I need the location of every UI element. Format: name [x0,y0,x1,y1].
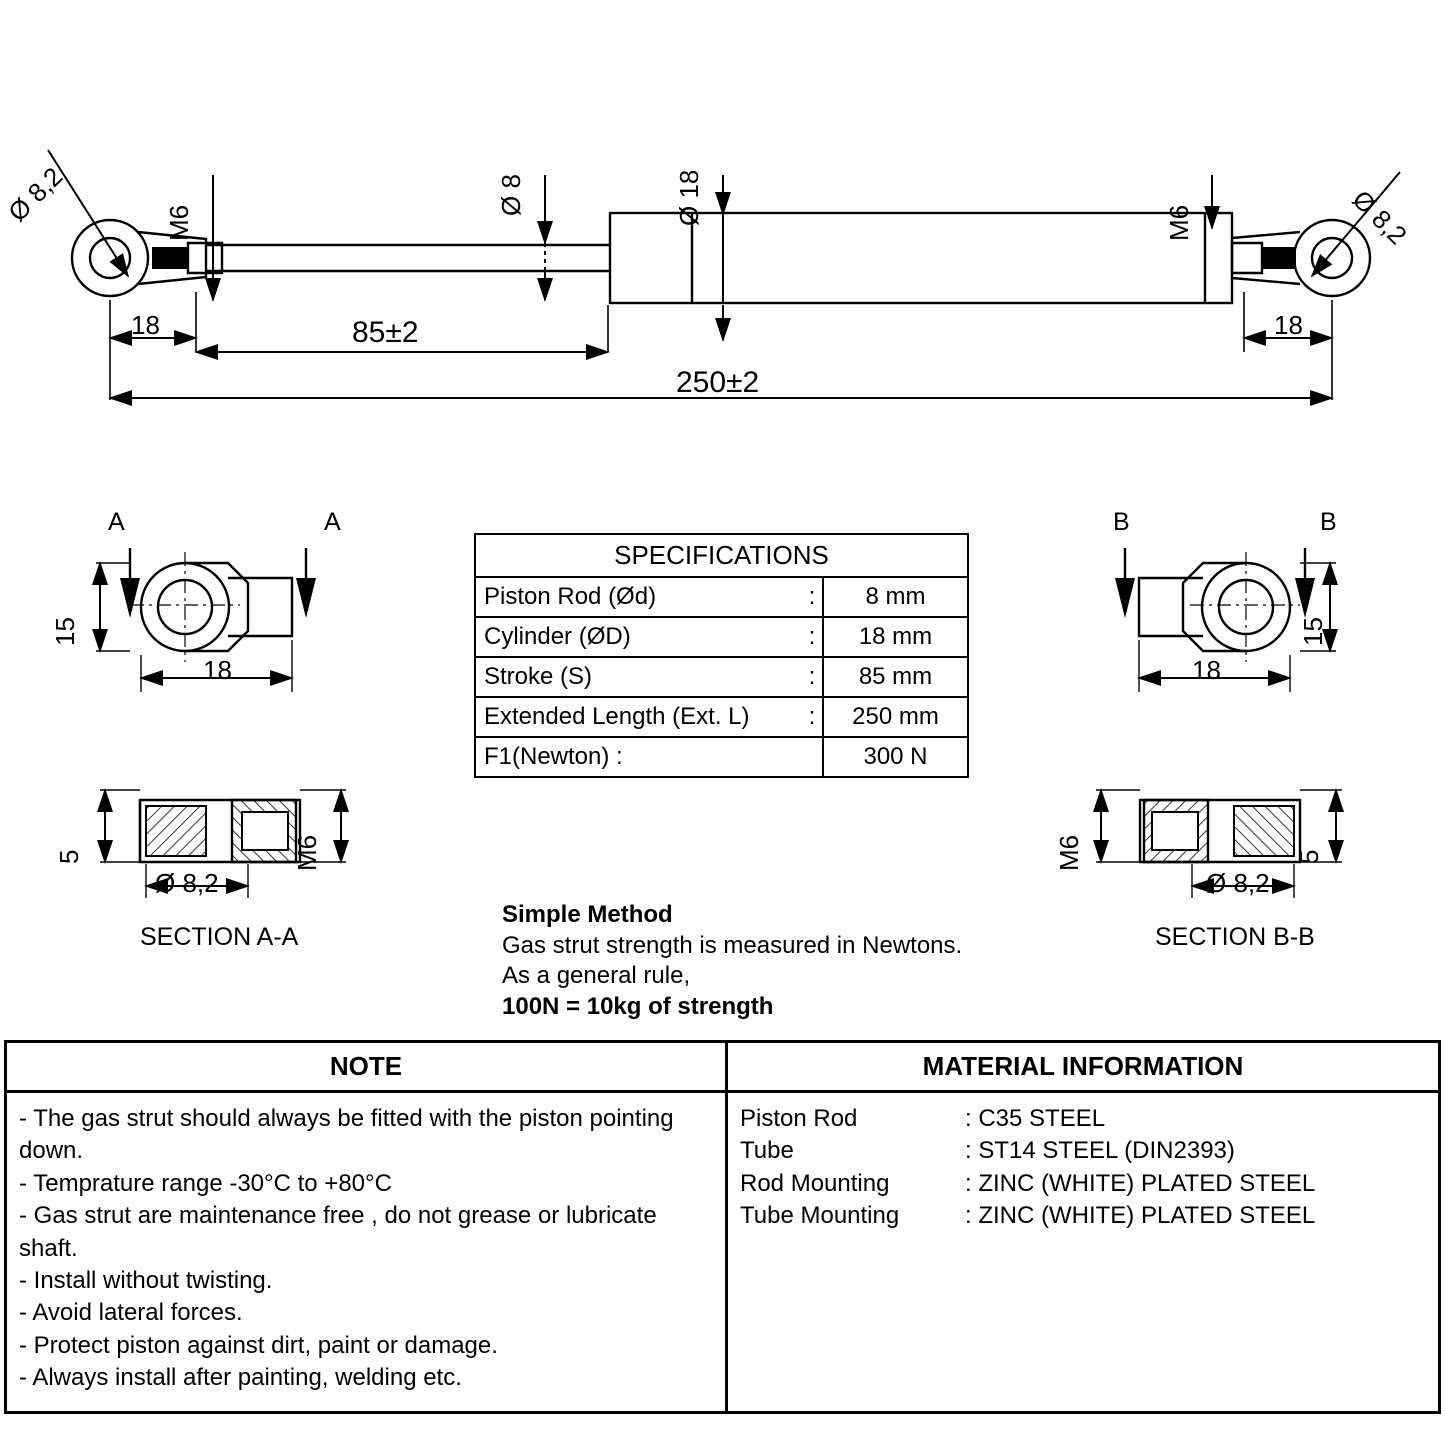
table-row [475,697,968,737]
note-item: - Temprature range -30°C to +80°C [19,1169,392,1197]
material-header: MATERIAL INFORMATION [727,1042,1440,1092]
material-spec: : C35 STEEL [965,1105,1106,1132]
dim-stroke: 85±2 [352,316,419,349]
material-item [740,1200,1426,1232]
material-item [740,1135,1426,1167]
dim-thread-left: M6 [164,204,194,241]
dim-thread-right: M6 [1164,204,1194,241]
section-b-title: SECTION B-B [1155,923,1315,951]
dim-section-b-width: 18 [1192,655,1221,685]
dim-extended-length: 250±2 [676,366,760,399]
dim-section-a-height: 15 [50,617,80,646]
table-row [475,577,968,617]
specifications-title: SPECIFICATIONS [475,534,968,577]
table-row [475,657,968,697]
dim-section-b-hole: Ø 8,2 [1206,868,1270,898]
dim-section-a-hole: Ø 8,2 [155,868,219,898]
spec-sep: : [802,657,823,697]
spec-key: Stroke (S) [475,657,802,697]
spec-key: Piston Rod (Ød) [475,577,802,617]
dim-eye-left: 18 [131,310,160,340]
spec-value: 250 mm [823,697,968,737]
material-spec: : ZINC (WHITE) PLATED STEEL [965,1169,1316,1197]
dim-piston-rod-dia: Ø 8 [496,174,526,216]
spec-value: 300 N [823,737,968,777]
simple-method-line-1: Gas strut strength is measured in Newtons. [502,931,963,959]
table-row [475,617,968,657]
dim-section-a-thickness: 5 [54,849,84,864]
note-item: - Protect piston against dirt, paint or damage. [19,1331,498,1359]
spec-sep [802,737,823,777]
dim-section-b-thickness: 5 [1294,849,1324,864]
note-list [6,1092,727,1413]
section-a-title: SECTION A-A [140,923,299,951]
spec-value: 8 mm [823,577,968,617]
spec-value: 85 mm [823,657,968,697]
dim-cylinder-dia: Ø 18 [674,169,704,226]
dim-section-b-thread: M6 [1054,834,1084,871]
spec-value: 18 mm [823,617,968,657]
simple-method-title: Simple Method [502,901,673,928]
section-cut-label-a-left: A [108,508,125,536]
note-item: - The gas strut should always be fitted with the piston pointing down. [19,1105,674,1165]
material-item [740,1168,1426,1200]
material-spec: : ST14 STEEL (DIN2393) [965,1137,1235,1165]
material-spec: : ZINC (WHITE) PLATED STEEL [965,1202,1316,1230]
dim-section-b-height: 15 [1298,617,1328,646]
spec-sep: : [802,697,823,737]
material-item [740,1103,1426,1135]
material-part: Tube Mounting [740,1202,900,1230]
section-cut-label-b-right: B [1320,508,1337,536]
dim-eye-right: 18 [1274,310,1303,340]
note-item: - Gas strut are maintenance free , do not grease or lubricate shaft. [19,1202,657,1262]
section-cut-label-b-left: B [1113,508,1130,536]
spec-key: F1(Newton) : [475,737,802,777]
note-header: NOTE [6,1042,727,1092]
note-item: - Install without twisting. [19,1266,273,1294]
spec-key: Extended Length (Ext. L) [475,697,802,737]
spec-key: Cylinder (ØD) [475,617,802,657]
material-part: Piston Rod [740,1105,858,1132]
dim-rod-dia-left: Ø 8,2 [2,161,69,228]
section-cut-label-a-right: A [324,508,341,536]
simple-method-note [502,900,962,1023]
material-part: Rod Mounting [740,1169,890,1197]
table-row [475,737,968,777]
spec-sep: : [802,577,823,617]
note-item: - Avoid lateral forces. [19,1299,243,1327]
simple-method-line-2: As a general rule, [502,962,691,990]
specifications-table [474,533,969,778]
note-material-table [4,1040,1441,1414]
material-part: Tube [740,1137,794,1165]
dim-section-a-width: 18 [203,655,232,685]
dim-section-a-thread: M6 [292,834,322,871]
simple-method-line-3: 100N = 10kg of strength [502,993,774,1021]
material-list [727,1092,1440,1413]
dim-rod-dia-right: Ø 8,2 [1346,184,1413,251]
note-item: - Always install after painting, welding etc. [19,1364,462,1392]
spec-sep: : [802,617,823,657]
